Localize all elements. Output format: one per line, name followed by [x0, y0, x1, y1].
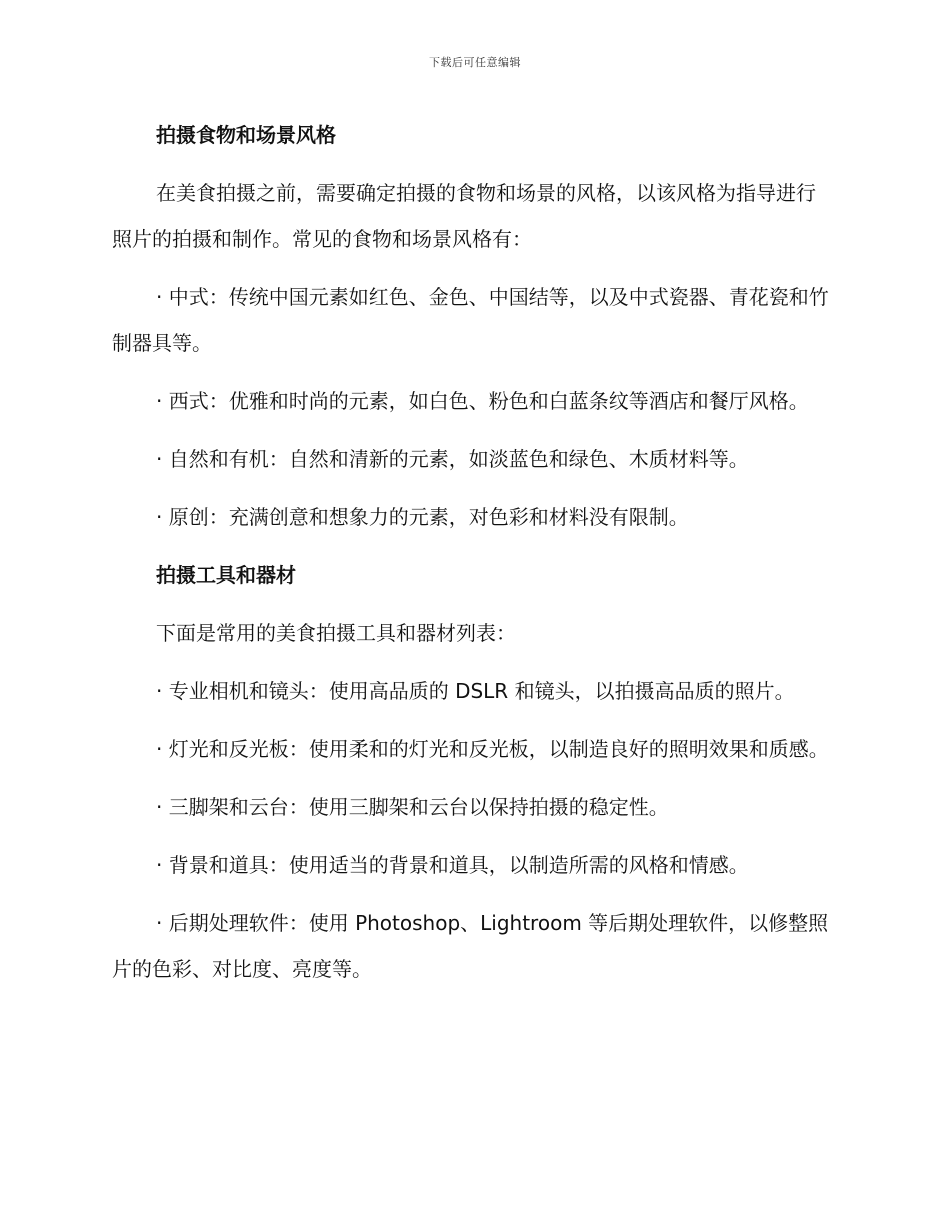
paragraph-intro-tools: 下面是常用的美食拍摄工具和器材列表：: [156, 621, 516, 645]
list-item-background: · 背景和道具：使用适当的背景和道具，以制造所需的风格和情感。: [156, 853, 749, 877]
document-body: [112, 112, 832, 1004]
page-header: 下载后可任意编辑: [429, 56, 521, 69]
list-item-software: · 后期处理软件：使用 Photoshop、Lightroom 等后期处理软件，以修整照片的色彩、对比度、亮度等。: [112, 911, 829, 981]
section-heading-tools: 拍摄工具和器材: [156, 563, 296, 587]
list-item-lighting: · 灯光和反光板：使用柔和的灯光和反光板，以制造良好的照明效果和质感。: [156, 737, 829, 761]
list-item-natural-style: · 自然和有机：自然和清新的元素，如淡蓝色和绿色、木质材料等。: [156, 447, 749, 471]
list-item-western-style: · 西式：优雅和时尚的元素，如白色、粉色和白蓝条纹等酒店和餐厅风格。: [156, 389, 809, 413]
list-item-tripod: · 三脚架和云台：使用三脚架和云台以保持拍摄的稳定性。: [156, 795, 669, 819]
list-item-chinese-style: · 中式：传统中国元素如红色、金色、中国结等，以及中式瓷器、青花瓷和竹制器具等。: [112, 285, 829, 355]
section-heading-food-style: 拍摄食物和场景风格: [156, 123, 336, 147]
list-item-original-style: · 原创：充满创意和想象力的元素，对色彩和材料没有限制。: [156, 505, 689, 529]
paragraph-intro-style: 在美食拍摄之前，需要确定拍摄的食物和场景的风格，以该风格为指导进行照片的拍摄和制作。常见的食物和场景风格有：: [112, 181, 816, 251]
list-item-camera: · 专业相机和镜头：使用高品质的 DSLR 和镜头，以拍摄高品质的照片。: [156, 679, 795, 703]
